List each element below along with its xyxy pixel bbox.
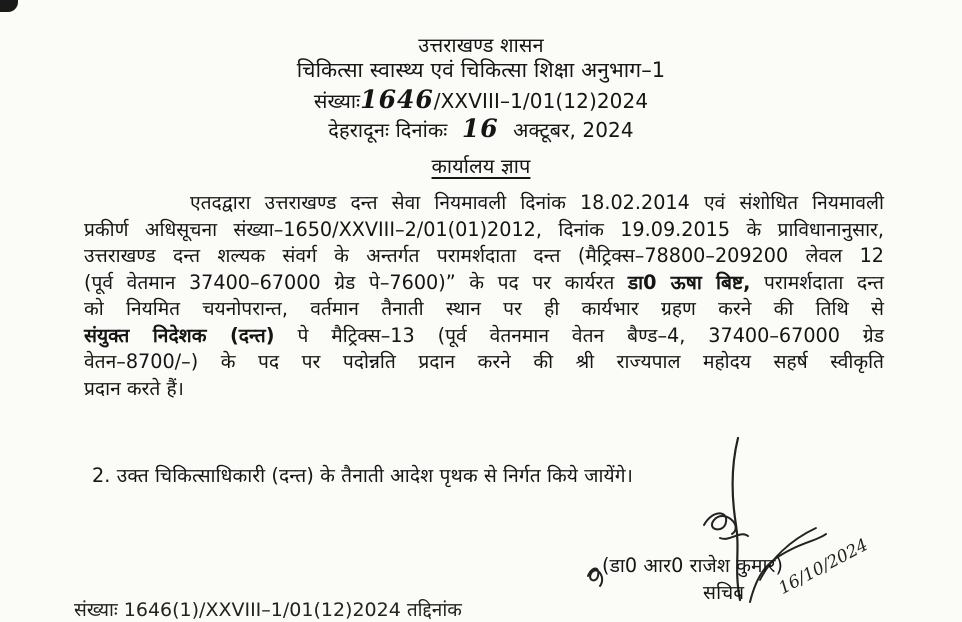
signature-date: 16/10/2024 [775,535,872,599]
order-number-prefix: संख्याः [313,89,361,113]
promoted-post: संयुक्त निदेशक (दन्त) [84,323,275,347]
para1-line [84,323,884,350]
order-number-handwritten: 1646 [360,85,434,114]
department-section: चिकित्सा स्वास्थ्य एवं चिकित्सा शिक्षा अनुभाग–1 [296,58,666,82]
para1-text: पे मैट्रिक्स–13 (पूर्व वेतनमान वेतन बैण्ड–4, 37400–67000 ग्रेड [297,323,884,347]
order-number-suffix: /XXVIII–1/01(12)2024 [433,89,649,113]
para1-line [84,270,884,297]
para1-text: परामर्शदाता दन्त [764,270,884,294]
para1-line: को नियमित चयनोपरान्त, वर्तमान तैनाती स्थान पर ही कार्यभार ग्रहण करने की तिथि से [84,297,884,320]
para1-line: वेतन–8700/–) के पद पर पदोन्नति प्रदान करने की श्री राज्यपाल महोदय सहर्ष स्वीकृति [84,350,884,373]
para1-text: (पूर्व वेतमान 37400–67000 ग्रेड पे–7600)” के पद पर कार्यरत [84,270,615,294]
order-date [0,114,962,143]
order-number [0,85,962,114]
officer-name: डा0 ऊषा बिष्ट, [627,270,751,294]
office-memorandum-heading: कार्यालय ज्ञाप [431,154,531,178]
copy-number-line: संख्याः 1646(1)/XXVIII–1/01(12)2024 तद्दिनांक [74,599,462,621]
date-prefix: देहरादूनः दिनांकः [328,118,448,142]
signatory-name: (डा0 आर0 राजेश कुमार) [602,554,784,577]
para1-line: प्रदान करते हैं। [84,376,184,400]
date-suffix: अक्टूबर, 2024 [513,118,634,142]
para1-line: एतदद्वारा उत्तराखण्ड दन्त सेवा नियमावली दिनांक 18.02.2014 एवं संशोधित नियमावली [190,191,884,214]
paragraph-1 [84,190,884,402]
paragraph-2: 2. उक्त चिकित्साधिकारी (दन्त) के तैनाती आदेश पृथक से निर्गत किये जायेंगे। [92,464,634,487]
para1-line: उत्तराखण्ड दन्त शल्यक संवर्ग के अन्तर्गत परामर्शदाता दन्त (मैट्रिक्स–78800–209200 लेवल 12 [84,244,884,267]
date-handwritten: 16 [461,114,499,143]
scan-edge-mark [0,0,18,12]
para1-line: प्रकीर्ण अधिसूचना संख्या–1650/XXVIII–2/01(01)2012, दिनांक 19.09.2015 के प्राविधानानुसार, [84,217,884,241]
government-title: उत्तराखण्ड शासन [418,33,544,57]
signatory-designation: सचिव [703,581,745,604]
document-type [0,154,962,178]
